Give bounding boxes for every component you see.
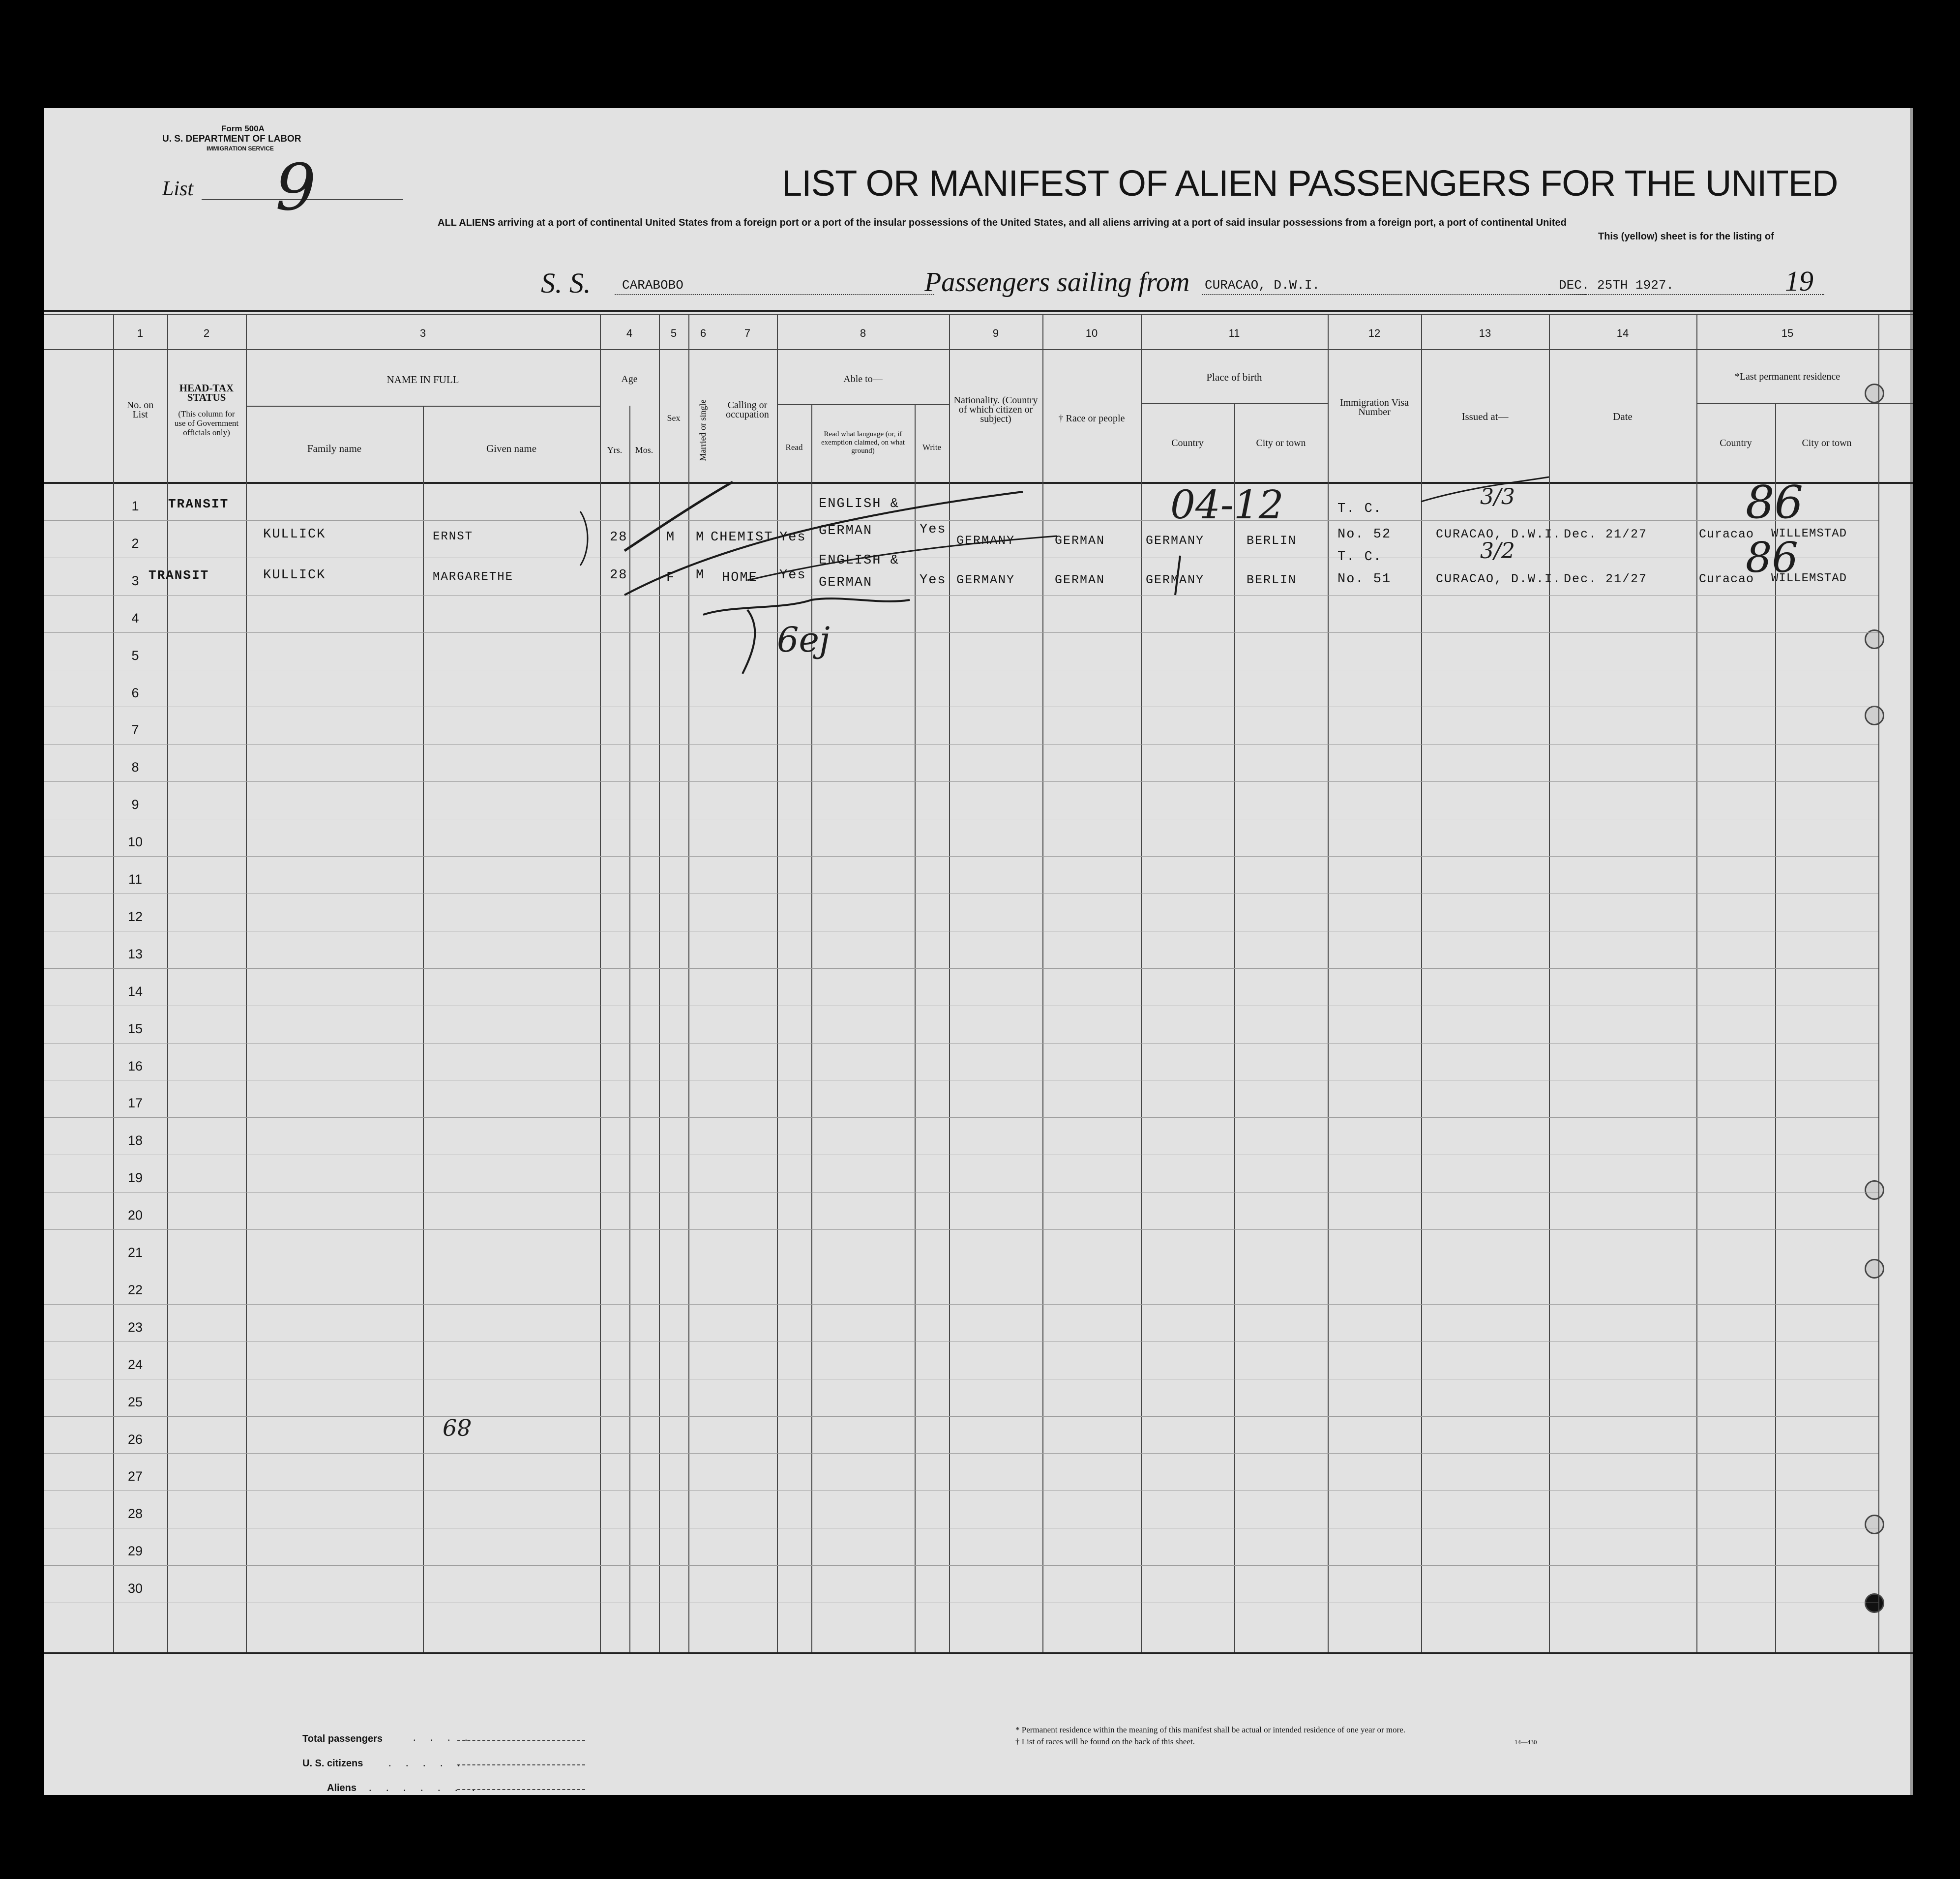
issued-annotation-1: 3/3 (1480, 484, 1515, 509)
col-number: 15 (1781, 327, 1794, 339)
subtitle-line-1: ALL ALIENS arriving at a port of continental United States from a foreign port or a port of the insular possessions of the United States, and all aliens arriving at a port of said insular possessions from a foreign port, a port of continental United (438, 217, 1567, 228)
service-name: IMMIGRATION SERVICE (207, 145, 274, 152)
residence-footnote: * Permanent residence within the meaning of this manifest shall be actual or intended residence of one year or more. (1015, 1725, 1406, 1734)
row-number: 12 (127, 909, 143, 924)
ss-label: S. S. (541, 267, 591, 299)
family-name: KULLICK (263, 568, 326, 583)
col-number: 12 (1368, 327, 1381, 339)
age-years: 28 (610, 568, 628, 583)
birth-city: BERLIN (1247, 573, 1297, 587)
dot-leader: . . . . (413, 1731, 474, 1743)
residence-country-header: Country (1720, 438, 1752, 448)
race-header: † Race or people (1058, 413, 1125, 424)
read-language-header: Read what language (or, if exemption claimed, on what ground) (821, 430, 905, 455)
birth-country-header: Country (1171, 438, 1204, 448)
residence-country: Curacao (1699, 572, 1754, 586)
manifest-title: LIST OR MANIFEST OF ALIEN PASSENGERS FOR THE UNITED (782, 163, 1838, 204)
given-name-header: Given name (486, 443, 537, 454)
given-name: ERNST (433, 530, 474, 543)
row-number: 21 (127, 1245, 143, 1260)
list-number: 9 (275, 150, 316, 225)
sailing-port: CURACAO, D.W.I. (1205, 278, 1320, 293)
pen-strokes (44, 108, 1913, 1795)
row-number: 8 (131, 760, 139, 775)
col-number: 11 (1228, 327, 1240, 339)
sailing-label: Passengers sailing from (924, 267, 1190, 298)
row-number: 15 (127, 1021, 143, 1036)
dot-leader: . . . . . (388, 1757, 466, 1769)
given-name: MARGARETHE (433, 570, 514, 584)
last-residence-header: *Last permanent residence (1734, 371, 1841, 382)
department-name: U. S. DEPARTMENT OF LABOR (162, 134, 301, 144)
read-language-2: GERMAN (819, 575, 873, 590)
visa-number: No. 52 (1337, 527, 1392, 542)
issue-date: Dec. 21/27 (1564, 527, 1648, 541)
birth-city: BERLIN (1247, 534, 1297, 548)
race: GERMAN (1055, 534, 1105, 548)
date-header: Date (1613, 411, 1633, 422)
can-read: Yes (779, 530, 806, 545)
able-to-header: Able to— (843, 374, 883, 385)
row-number: 10 (127, 835, 143, 850)
row-number: 22 (127, 1282, 143, 1297)
birth-city-header: City or town (1256, 438, 1306, 448)
yrs-header: Yrs. (607, 445, 623, 455)
row-number: 24 (127, 1357, 143, 1372)
row-number: 17 (127, 1096, 143, 1111)
head-tax-header: HEAD-TAX STATUS (179, 382, 234, 403)
married-status: M (696, 568, 705, 583)
races-footnote: † List of races will be found on the back of this sheet. (1015, 1737, 1195, 1746)
row-number: 25 (127, 1394, 143, 1409)
row-number: 5 (131, 648, 139, 663)
col-number: 10 (1085, 327, 1098, 339)
head-tax-note: (This column for use of Government officials only) (174, 409, 239, 437)
col-number: 7 (744, 327, 751, 339)
family-name-header: Family name (307, 443, 362, 454)
row-number: 1 (131, 499, 139, 513)
birth-country: GERMANY (1146, 573, 1205, 587)
row-number: 9 (131, 797, 139, 812)
col-number: 8 (860, 327, 866, 339)
head-tax-status: TRANSIT (148, 568, 209, 583)
residence-city: WILLEMSTAD (1771, 527, 1847, 540)
row-number: 27 (127, 1469, 143, 1484)
place-of-birth-header: Place of birth (1206, 371, 1262, 383)
row-number: 14 (127, 984, 143, 999)
write-header: Write (922, 443, 942, 452)
row-number: 7 (131, 722, 139, 738)
sex: M (666, 530, 676, 545)
issued-at-header: Issued at— (1461, 411, 1509, 422)
nationality: GERMANY (956, 534, 1015, 548)
nationality: GERMANY (956, 573, 1015, 587)
occupation: CHEMIST (711, 530, 773, 545)
residence-annotation-1: 86 (1746, 476, 1804, 529)
aliens-line (457, 1789, 585, 1790)
no-on-list-header: No. on List (126, 400, 154, 420)
col-number: 1 (137, 327, 144, 339)
row-number: 28 (127, 1506, 143, 1521)
issue-date: Dec. 21/27 (1564, 572, 1648, 586)
row-number: 20 (127, 1208, 143, 1223)
dot-leader: . . . . . . . (369, 1781, 481, 1793)
col-number: 13 (1479, 327, 1491, 339)
row-number: 4 (131, 610, 139, 626)
residence-annotation-2: 86 (1746, 534, 1798, 582)
row-number: 29 (127, 1544, 143, 1559)
occupation: HOME (722, 570, 758, 585)
read-header: Read (785, 443, 803, 452)
can-write: Yes (920, 573, 947, 588)
mos-header: Mos. (635, 445, 653, 455)
col-number: 9 (992, 327, 999, 339)
married-single-header: Married or single (698, 399, 708, 461)
name-in-full-header: NAME IN FULL (386, 374, 459, 386)
issued-annotation-2: 3/2 (1480, 538, 1515, 564)
col-number: 14 (1616, 327, 1629, 339)
birth-country: GERMANY (1146, 534, 1205, 548)
col-number: 2 (203, 327, 210, 339)
col-number: 3 (419, 327, 426, 339)
row-number: 3 (131, 573, 139, 588)
residence-country: Curacao (1699, 527, 1754, 541)
visa-header: Immigration Visa Number (1339, 397, 1409, 418)
row-number: 23 (127, 1319, 143, 1335)
family-name: KULLICK (263, 527, 326, 542)
age-years: 28 (610, 530, 628, 545)
birth-code-annotation: 04-12 (1170, 482, 1284, 528)
row-number: 13 (127, 946, 143, 961)
total-passengers-line (457, 1740, 585, 1741)
age-header: Age (621, 374, 638, 385)
row-number: 30 (127, 1581, 143, 1596)
race: GERMAN (1055, 573, 1105, 587)
read-language: ENGLISH & (819, 497, 899, 511)
sailing-date: DEC. 25TH 1927. (1559, 278, 1674, 293)
row-number: 2 (131, 536, 139, 551)
scrawl-annotation: 6ej (777, 620, 830, 660)
ship-name: CARABOBO (622, 278, 683, 293)
form-number: Form 500A (221, 124, 265, 133)
can-write: Yes (920, 522, 947, 537)
sex-header: Sex (667, 413, 681, 423)
total-passengers-label: Total passengers (302, 1733, 383, 1744)
col-number: 5 (670, 327, 677, 339)
form-code: 14—430 (1515, 1738, 1537, 1746)
read-language: ENGLISH & (819, 553, 899, 568)
subtitle-line-2: This (yellow) sheet is for the listing of (1598, 231, 1774, 242)
list-label: List (162, 178, 194, 200)
us-citizens-line (457, 1764, 585, 1766)
sex: F (666, 570, 676, 585)
residence-city: WILLEMSTAD (1771, 572, 1847, 585)
row-number: 16 (127, 1058, 143, 1074)
row-number: 26 (127, 1432, 143, 1447)
visa-type: T. C. (1337, 550, 1383, 565)
year-label: 19 (1785, 265, 1813, 297)
row-number: 18 (127, 1133, 143, 1148)
visa-number: No. 51 (1337, 572, 1392, 587)
col-number: 4 (626, 327, 633, 339)
row25-annotation: 89 (443, 1414, 472, 1440)
manifest-sheet (44, 108, 1913, 1795)
nationality-header: Nationality. (Country of which citizen or subject) (953, 395, 1038, 424)
can-read: Yes (779, 568, 806, 583)
married-status: M (696, 530, 705, 545)
read-language-2: GERMAN (819, 524, 873, 538)
calling-header: Calling or occupation (726, 400, 769, 420)
row-number: 11 (128, 872, 143, 887)
issued-at: CURACAO, D.W.I. (1436, 572, 1562, 586)
row-number: 6 (131, 685, 139, 700)
head-tax-status: TRANSIT (168, 497, 229, 511)
us-citizens-label: U. S. citizens (302, 1758, 363, 1769)
residence-city-header: City or town (1802, 438, 1852, 448)
col-number: 6 (700, 327, 707, 339)
visa-type: T. C. (1337, 502, 1383, 516)
row-number: 19 (127, 1170, 143, 1186)
issued-at: CURACAO, D.W.I. (1436, 527, 1562, 541)
aliens-label: Aliens (327, 1783, 357, 1793)
